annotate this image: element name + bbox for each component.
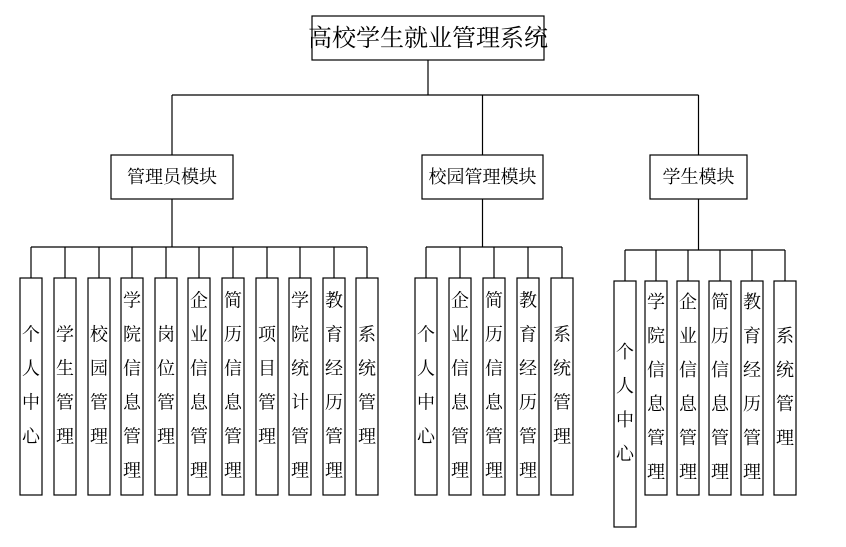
leaf-node — [356, 278, 378, 495]
leaf-node — [188, 278, 210, 495]
leaf-node — [88, 278, 110, 495]
leaf-node-label: 学院信息管理 — [123, 290, 141, 482]
leaf-node-box — [551, 278, 573, 495]
leaf-node-box — [356, 278, 378, 495]
module-node-label: 校园管理模块 — [428, 167, 537, 188]
leaf-node-box — [54, 278, 76, 495]
leaf-node-label: 个人中心 — [616, 342, 634, 465]
leaf-node-label: 企业信息管理 — [679, 292, 697, 483]
leaf-node-label: 项目管理 — [258, 324, 276, 448]
leaf-node-label: 学院统计管理 — [291, 290, 309, 482]
leaf-node — [54, 278, 76, 495]
leaf-node — [741, 281, 763, 495]
leaf-node — [774, 281, 796, 495]
leaf-node-box — [256, 278, 278, 495]
module-node-3 — [650, 155, 747, 199]
leaf-node — [20, 278, 42, 495]
leaf-node — [645, 281, 667, 495]
leaf-node-label: 系统管理 — [553, 324, 571, 448]
leaf-node — [155, 278, 177, 495]
leaf-node — [709, 281, 731, 495]
leaf-node-label: 系统管理 — [358, 324, 376, 448]
leaf-node — [222, 278, 244, 495]
leaf-node — [415, 278, 437, 495]
leaf-node-label: 简历信息管理 — [485, 290, 503, 482]
leaf-node-box — [155, 278, 177, 495]
leaf-node-label: 学院信息管理 — [647, 292, 665, 483]
module-node-2 — [422, 155, 543, 199]
leaf-node-label: 学生管理 — [56, 324, 74, 448]
leaf-node-label: 系统管理 — [776, 326, 794, 449]
leaf-node-label: 企业信息管理 — [451, 290, 469, 482]
leaf-node — [517, 278, 539, 495]
root-node-label: 高校学生就业管理系统 — [308, 24, 548, 52]
leaf-node-box — [20, 278, 42, 495]
leaf-node — [323, 278, 345, 495]
module-node-label: 学生模块 — [662, 167, 735, 188]
leaf-node — [449, 278, 471, 495]
leaf-node — [483, 278, 505, 495]
leaf-node — [256, 278, 278, 495]
leaf-node-label: 岗位管理 — [157, 324, 175, 448]
leaf-node-box — [415, 278, 437, 495]
leaf-node-label: 个人中心 — [417, 324, 435, 448]
module-node-1 — [111, 155, 233, 199]
leaf-node-label: 教育经历管理 — [325, 290, 343, 482]
leaf-node-box — [774, 281, 796, 495]
leaf-node — [551, 278, 573, 495]
leaf-node — [677, 281, 699, 495]
leaf-node-label: 简历信息管理 — [711, 292, 729, 483]
diagram-nodes — [20, 16, 796, 527]
leaf-node — [289, 278, 311, 495]
root-node — [308, 16, 548, 60]
leaf-node-label: 简历信息管理 — [224, 290, 242, 482]
leaf-node-label: 教育经历管理 — [743, 292, 761, 483]
leaf-node-box — [88, 278, 110, 495]
leaf-node-label: 校园管理 — [90, 324, 108, 448]
leaf-node-box — [614, 281, 636, 527]
leaf-node — [614, 281, 636, 527]
leaf-node — [121, 278, 143, 495]
leaf-node-label: 个人中心 — [22, 324, 40, 448]
leaf-node-label: 教育经历管理 — [519, 290, 537, 482]
leaf-node-label: 企业信息管理 — [190, 290, 208, 482]
module-node-label: 管理员模块 — [127, 167, 217, 188]
